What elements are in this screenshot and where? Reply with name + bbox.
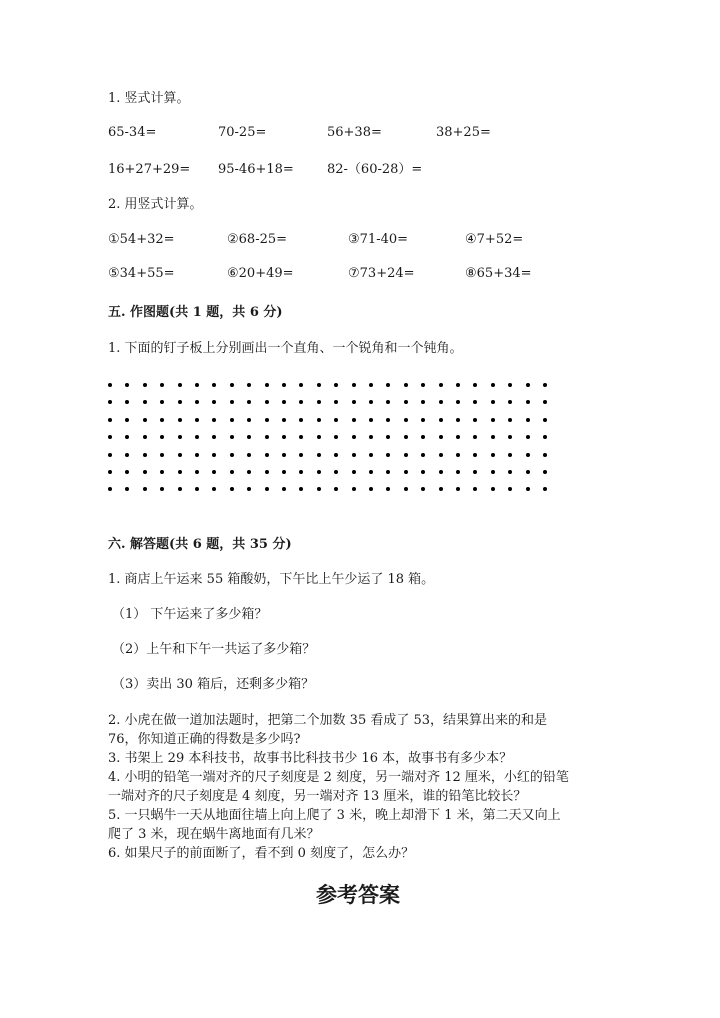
math-problem: 38+25= [436, 125, 491, 140]
peg-dot [212, 435, 216, 439]
peg-dot [178, 470, 182, 474]
peg-dot [125, 383, 129, 387]
peg-dot [526, 470, 530, 474]
peg-dot [265, 418, 269, 422]
peg-dot [143, 383, 147, 387]
peg-dot [421, 418, 425, 422]
peg-dot [230, 487, 234, 491]
peg-dot [543, 400, 547, 404]
math-problem: 70-25= [218, 125, 267, 140]
peg-dot [352, 453, 356, 457]
peg-dot [160, 418, 164, 422]
peg-dot [386, 400, 390, 404]
peg-dot [195, 418, 199, 422]
peg-dot [491, 418, 495, 422]
peg-dot [421, 383, 425, 387]
question-text: 76，你知道正确的得数是多少吗? [108, 732, 301, 747]
peg-dot [369, 400, 373, 404]
peg-dot [439, 418, 443, 422]
peg-dot [404, 400, 408, 404]
peg-dot [386, 383, 390, 387]
peg-dot [143, 418, 147, 422]
peg-dot [108, 453, 112, 457]
peg-dot [386, 453, 390, 457]
peg-dot [317, 435, 321, 439]
peg-dot [247, 400, 251, 404]
peg-dot [317, 470, 321, 474]
math-problem: ⑥20+49= [227, 266, 294, 281]
peg-dot [230, 470, 234, 474]
sub-question: （3）卖出 30 箱后，还剩多少箱？ [112, 677, 315, 692]
question-text: 1. 下面的钉子板上分别画出一个直角、一个锐角和一个钝角。 [108, 341, 463, 356]
peg-dot [508, 470, 512, 474]
peg-dot [508, 487, 512, 491]
math-problem: ④7+52= [465, 232, 524, 247]
peg-dot [334, 453, 338, 457]
math-problem: 56+38= [327, 125, 382, 140]
peg-dot [369, 383, 373, 387]
peg-dot [473, 487, 477, 491]
peg-dot [421, 400, 425, 404]
peg-dot [526, 435, 530, 439]
peg-dot [404, 435, 408, 439]
peg-dot [473, 453, 477, 457]
peg-dot [247, 470, 251, 474]
peg-dot [143, 435, 147, 439]
peg-dot [195, 383, 199, 387]
math-problem: ⑤34+55= [108, 266, 175, 281]
peg-dot [299, 383, 303, 387]
peg-dot [386, 487, 390, 491]
peg-dot [212, 470, 216, 474]
peg-dot [282, 435, 286, 439]
peg-dot [439, 400, 443, 404]
peg-dot [456, 400, 460, 404]
peg-dot [247, 418, 251, 422]
peg-dot [369, 435, 373, 439]
peg-dot [143, 453, 147, 457]
math-problem: ⑧65+34= [465, 266, 532, 281]
peg-dot [299, 470, 303, 474]
peg-dot [439, 383, 443, 387]
peg-dot [456, 470, 460, 474]
peg-dot [543, 383, 547, 387]
peg-dot [212, 400, 216, 404]
peg-dot [526, 418, 530, 422]
peg-dot [317, 418, 321, 422]
peg-dot [125, 400, 129, 404]
peg-dot [439, 487, 443, 491]
peg-dot [143, 400, 147, 404]
peg-dot [508, 418, 512, 422]
math-problem: 65-34= [108, 125, 157, 140]
peg-dot [369, 418, 373, 422]
peg-dot [247, 383, 251, 387]
peg-dot [265, 400, 269, 404]
peg-dot [491, 435, 495, 439]
peg-dot [299, 453, 303, 457]
peg-dot [195, 487, 199, 491]
peg-dot [543, 470, 547, 474]
peg-dot [178, 435, 182, 439]
math-problem: ②68-25= [227, 232, 288, 247]
peg-dot [230, 453, 234, 457]
peg-dot [195, 470, 199, 474]
peg-dot [473, 383, 477, 387]
peg-dot [160, 453, 164, 457]
peg-dot [386, 418, 390, 422]
peg-dot [230, 418, 234, 422]
peg-dot [299, 418, 303, 422]
peg-dot [421, 435, 425, 439]
peg-dot [108, 418, 112, 422]
sub-question: （2）上午和下午一共运了多少箱？ [112, 642, 316, 657]
peg-dot [108, 487, 112, 491]
peg-dot [334, 383, 338, 387]
peg-dot [125, 453, 129, 457]
peg-dot [265, 470, 269, 474]
peg-dot [125, 470, 129, 474]
peg-dot [212, 453, 216, 457]
peg-dot [160, 400, 164, 404]
math-problem: ⑦73+24= [348, 266, 415, 281]
peg-dot [265, 435, 269, 439]
math-problem: ①54+32= [108, 232, 175, 247]
peg-dot [282, 453, 286, 457]
peg-dot [247, 435, 251, 439]
peg-dot [160, 487, 164, 491]
peg-dot [178, 400, 182, 404]
peg-dot [160, 435, 164, 439]
peg-dot [526, 453, 530, 457]
peg-dot [265, 487, 269, 491]
peg-dot [404, 418, 408, 422]
peg-dot [508, 453, 512, 457]
peg-dot [230, 383, 234, 387]
peg-dot [195, 400, 199, 404]
peg-dot [543, 487, 547, 491]
peg-dot [508, 383, 512, 387]
peg-dot [352, 435, 356, 439]
peg-dot [404, 383, 408, 387]
peg-dot [334, 470, 338, 474]
peg-dot [108, 400, 112, 404]
peg-dot [421, 453, 425, 457]
peg-dot [456, 383, 460, 387]
peg-dot [265, 383, 269, 387]
peg-dot [439, 470, 443, 474]
question-text: 5. 一只蜗牛一天从地面往墙上向上爬了 3 米，晚上却滑下 1 米，第二天又向上 [108, 808, 561, 823]
peg-dot [456, 453, 460, 457]
question-text: 2. 小虎在做一道加法题时，把第二个加数 35 看成了 53，结果算出来的和是 [108, 713, 548, 728]
peg-dot [334, 435, 338, 439]
question-text: 6. 如果尺子的前面断了，看不到 0 刻度了，怎么办？ [108, 846, 415, 861]
peg-dot [369, 470, 373, 474]
peg-dot [282, 487, 286, 491]
peg-dot [317, 453, 321, 457]
peg-dot [386, 435, 390, 439]
peg-dot [282, 470, 286, 474]
peg-dot [178, 453, 182, 457]
peg-dot [491, 487, 495, 491]
peg-dot [178, 418, 182, 422]
peg-dot [282, 418, 286, 422]
peg-dot [299, 487, 303, 491]
peg-dot [404, 470, 408, 474]
peg-dot [352, 400, 356, 404]
peg-dot [473, 418, 477, 422]
peg-dot [108, 470, 112, 474]
peg-dot [491, 470, 495, 474]
peg-dot [508, 400, 512, 404]
math-problem: ③71-40= [348, 232, 409, 247]
peg-dot [491, 453, 495, 457]
peg-dot [212, 418, 216, 422]
peg-dot [108, 383, 112, 387]
peg-dot [160, 383, 164, 387]
peg-dot [526, 383, 530, 387]
peg-dot [160, 470, 164, 474]
peg-dot [317, 487, 321, 491]
peg-dot [299, 435, 303, 439]
peg-dot [247, 453, 251, 457]
peg-dot [195, 453, 199, 457]
section-heading: 六. 解答题(共 6 题，共 35 分) [108, 537, 292, 552]
peg-dot [108, 435, 112, 439]
peg-dot [491, 400, 495, 404]
peg-dot [456, 435, 460, 439]
peg-dot [317, 400, 321, 404]
section-heading: 五. 作图题(共 1 题，共 6 分) [108, 305, 283, 320]
peg-dot [125, 487, 129, 491]
peg-dot [369, 453, 373, 457]
peg-dot [143, 470, 147, 474]
peg-dot [352, 470, 356, 474]
math-problem: 95-46+18= [218, 162, 294, 177]
peg-dot [456, 487, 460, 491]
peg-dot [473, 435, 477, 439]
sub-question: （1） 下午运来了多少箱？ [112, 607, 268, 622]
peg-dot [473, 400, 477, 404]
peg-dot [282, 400, 286, 404]
peg-dot [404, 453, 408, 457]
peg-dot [456, 418, 460, 422]
peg-dot [491, 383, 495, 387]
math-problem: 82-（60-28）= [327, 162, 423, 177]
answer-title: 参考答案 [316, 882, 400, 907]
peg-dot [543, 453, 547, 457]
peg-dot [317, 383, 321, 387]
question-text: 爬了 3 米，现在蜗牛离地面有几米？ [108, 827, 320, 842]
peg-dot [543, 435, 547, 439]
peg-dot [508, 435, 512, 439]
peg-dot [352, 383, 356, 387]
peg-dot [125, 418, 129, 422]
peg-dot [178, 383, 182, 387]
question-text: 1. 商店上午运来 55 箱酸奶，下午比上午少运了 18 箱。 [108, 572, 435, 587]
question-text: 一端对齐的尺子刻度是 4 刻度，另一端对齐 13 厘米，谁的铅笔比较长？ [108, 789, 527, 804]
peg-dot [282, 383, 286, 387]
peg-dot [178, 487, 182, 491]
peg-dot [230, 435, 234, 439]
peg-dot [195, 435, 199, 439]
peg-dot [421, 487, 425, 491]
peg-dot [404, 487, 408, 491]
peg-dot [352, 487, 356, 491]
peg-dot [212, 487, 216, 491]
peg-dot [299, 400, 303, 404]
peg-dot [439, 435, 443, 439]
peg-dot [265, 453, 269, 457]
peg-dot [526, 487, 530, 491]
question-text: 4. 小明的铅笔一端对齐的尺子刻度是 2 刻度，另一端对齐 12 厘米，小红的铅笔 [108, 770, 569, 785]
question-title: 2. 用竖式计算。 [108, 197, 203, 212]
peg-dot [212, 383, 216, 387]
question-text: 3. 书架上 29 本科技书，故事书比科技书少 16 本，故事书有多少本？ [108, 751, 513, 766]
peg-dot [334, 487, 338, 491]
peg-dot [230, 400, 234, 404]
peg-dot [543, 418, 547, 422]
peg-dot [439, 453, 443, 457]
peg-dot [386, 470, 390, 474]
peg-dot [473, 470, 477, 474]
peg-dot [247, 487, 251, 491]
peg-dot [352, 418, 356, 422]
peg-dot [526, 400, 530, 404]
peg-dot [421, 470, 425, 474]
peg-dot [334, 418, 338, 422]
peg-dot [125, 435, 129, 439]
peg-dot [334, 400, 338, 404]
question-title: 1. 竖式计算。 [108, 91, 190, 106]
peg-dot [369, 487, 373, 491]
math-problem: 16+27+29= [108, 162, 191, 177]
peg-dot [143, 487, 147, 491]
